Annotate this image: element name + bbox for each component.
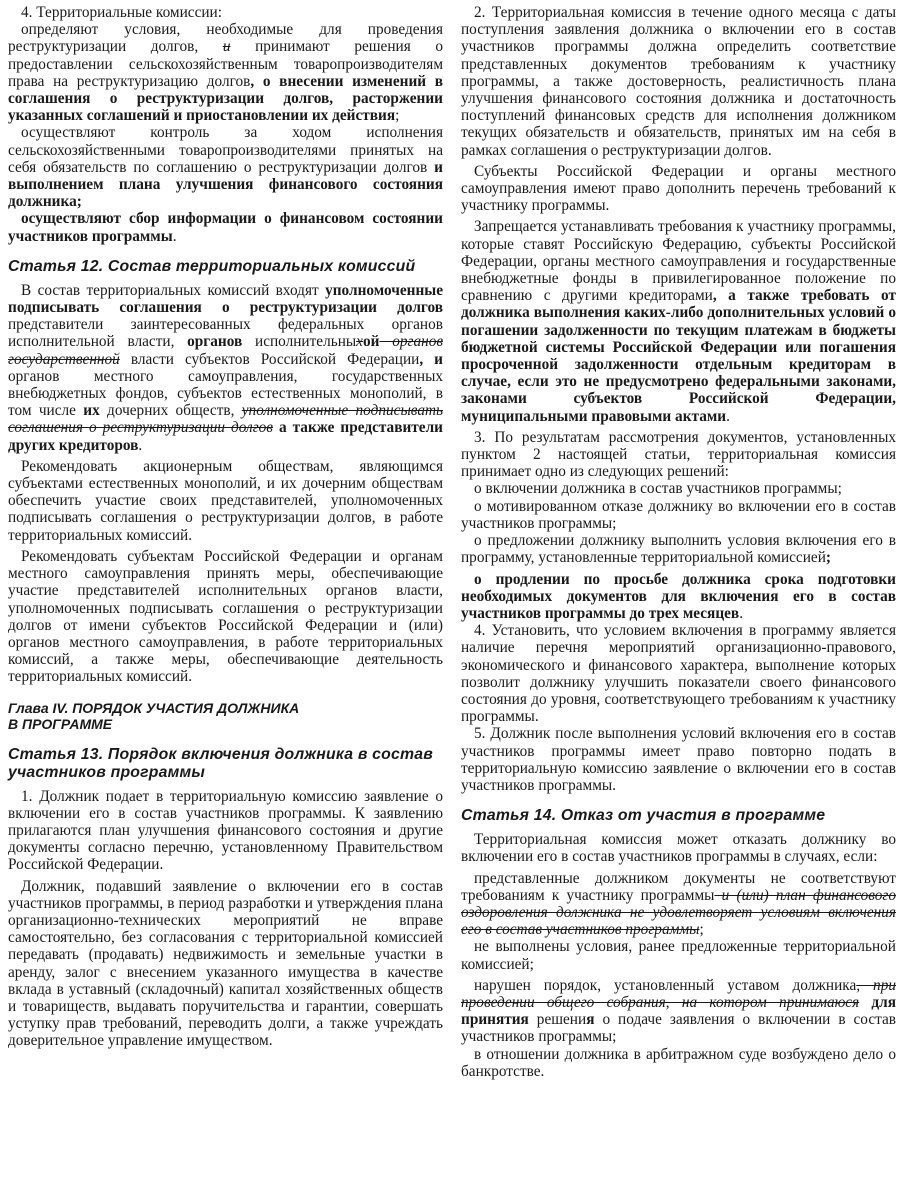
paragraph: Рекомендовать субъектам Российской Федерации и органам местного самоуправления принять меры, обеспечивающие участие представителей исполнительных органов власти, уполномоченных подписывать соглашения о реструктуризации долгов от имени субъектов Российской Федерации и (или) органов местного самоуправления, в работе территориальных комиссий, а также меры, обеспечивающие деятельность территориальных комиссий. — [8, 547, 443, 686]
chapter-4-heading-line: В ПРОГРАММЕ — [8, 716, 113, 733]
text: осуществляют контроль за ходом исполнения сельскохозяйственными товаропроизводителями принятых на себя обязательств по соглашению о реструктуризации долгов — [8, 124, 443, 176]
bold-text: , о внесении изменений в соглашения о реструктуризации долгов, расторжении указанных соглашений и приостановлении их действия — [8, 72, 443, 125]
paragraph — [461, 977, 896, 1046]
article-12-heading: Статья 12. Состав территориальных комиссий — [8, 257, 416, 275]
paragraph — [8, 4, 443, 21]
bold-text: для принятия — [461, 993, 897, 1029]
text: . — [172, 227, 177, 245]
paragraph: в отношении должника в арбитражном суде возбуждено дело о банкротстве. — [461, 1045, 896, 1080]
text: ; — [395, 107, 400, 125]
text: дочерних обществ, — [99, 402, 242, 420]
bold-text: осуществляют сбор информации о финансовом состоянии участников программы — [8, 210, 443, 245]
text: власти субъектов Российской Федерации — [119, 350, 420, 368]
article-14-heading: Статья 14. Отказ от участия в программе — [461, 807, 826, 825]
text: представители заинтересованных федеральных органов исполнительной власти, — [8, 316, 443, 351]
bold-text: , и — [419, 350, 443, 368]
paragraph: о включении должника в состав участников программы; — [474, 480, 842, 498]
struck-text: и — [222, 38, 231, 56]
bold-text: их — [83, 402, 100, 420]
struck-text: х — [356, 333, 363, 351]
text: определяют условия, необходимые для проведения реструктуризации долгов, — [8, 21, 443, 56]
text: . — [138, 436, 143, 454]
struck-text: уполномоченные подписывать соглашения о реструктуризации долгов — [8, 402, 443, 437]
article-13-heading-line: Статья 13. Порядок включения должника в состав — [8, 745, 433, 763]
paragraph — [8, 210, 443, 244]
bold-text: ; — [825, 549, 831, 567]
struck-text: и (или) план финансового оздоровления должника не удовлетворяет условиям включения его в состав участников программы — [461, 886, 896, 939]
bold-text: о продлении по просьбе должника срока подготовки необходимых документов для включения его в состав участников программы до трех месяцев — [461, 570, 896, 622]
text: нарушен порядок, установленный уставом должника — [474, 976, 857, 994]
paragraph — [8, 282, 443, 454]
text: органов местного самоуправления, государственных внебюджетных фондов, субъектов естественных монополий, в том числе — [8, 367, 443, 420]
bold-text: а также представители других кредиторов — [8, 419, 443, 454]
chapter-4-heading — [8, 700, 443, 733]
text: принимают решения о предоставлении сельскохозяйственным товаропроизводителям права на реструктуризацию долгов — [8, 38, 443, 90]
text: решени — [528, 1011, 587, 1029]
paragraph: 1. Должник подает в территориальную комиссию заявление о включении его в состав участников программы. К заявлению прилагаются план улучшения финансового состояния и другие документы согласно перечню, установленному Правительством Российской Федерации. — [8, 787, 443, 874]
right-column — [461, 4, 896, 1195]
paragraph: Рекомендовать акционерным обществам, являющимся субъектами естественных монополий, и их дочерним обществам обеспечить участие своих представителей, уполномоченных подписывать соглашения о реструктуризации долгов, в работе территориальных комиссий. — [8, 457, 443, 544]
paragraph — [8, 124, 443, 210]
paragraph — [8, 21, 443, 124]
bold-text: органов — [187, 333, 243, 351]
article-13-heading — [8, 746, 443, 782]
paragraph: 4. Установить, что условием включения в программу является наличие перечня мероприятий организационно-правового, экономического и финансового характера, выполнение которых позволит должнику улучшить показатели своего финансового состояния до уровня, соответствующего требованиям к участнику программы. — [461, 622, 896, 726]
text: В состав территориальных комиссий входят — [21, 281, 326, 299]
item-4-heading: 4. Территориальные комиссии: — [21, 4, 222, 21]
paragraph — [461, 532, 896, 566]
paragraph — [461, 218, 896, 424]
paragraph: 3. По результатам рассмотрения документов, установленных пунктом 2 настоящей статьи, территориальная комиссия принимает одно из следующих решений: — [461, 428, 896, 481]
bold-text: и выполнением плана улучшения финансового состояния должника; — [8, 158, 443, 211]
paragraph: о мотивированном отказе должнику во включении его в состав участников программы; — [461, 497, 896, 532]
paragraph — [461, 870, 896, 939]
paragraph: 5. Должник после выполнения условий включения его в состав участников программы имеет право повторно подать в территориальную комиссию заявление о включении его в состав участников программы. — [461, 725, 896, 794]
text: о предложении должнику выполнить условия включения его в программу, установленные территориальной комиссией — [461, 532, 896, 567]
paragraph: 2. Территориальная комиссия в течение одного месяца с даты поступления заявления должника о включении его в состав участников программы должна определить соответствие представленных документов требованиям к участнику программы, а также достоверность, реалистичность плана улучшения финансового состояния должника и достаточность поступлений финансовых средств для исполнения должником текущих обязательств и обязательств, принятых им на себя в рамках соглашения о реструктуризации долгов. — [461, 4, 896, 159]
paragraph: Территориальная комиссия может отказать должнику во включении его в состав участников программы в случаях, если: — [461, 831, 896, 866]
paragraph: Субъекты Российской Федерации и органы местного самоуправления имеют право дополнить перечень требований к участнику программы. — [461, 162, 896, 215]
text: представленные должником документы не соответствуют требованиям к участнику программы — [461, 869, 896, 904]
article-13-heading-line: участников программы — [8, 763, 206, 781]
paragraph: не выполнены условия, ранее предложенные территориальной комиссией; — [461, 938, 896, 973]
bold-text: уполномоченные подписывать соглашения о реструктуризации долгов — [8, 281, 443, 317]
text: . — [739, 604, 744, 622]
left-column — [8, 4, 443, 1195]
text: Запрещается устанавливать требования к участнику программы, которые ставят Российскую Федерацию, субъекты Российской Федерации, органы местного самоуправления и государственные внебюджетные фонды в привилегированное положение по сравнению с другими кредиторами — [461, 218, 896, 305]
struck-text: , при проведении общего собрания, на котором принимаюся — [461, 976, 897, 1011]
paragraph — [461, 571, 896, 623]
text: исполнительны — [242, 333, 357, 351]
text: о подаче заявления о включении в состав участников программы; — [461, 1011, 897, 1046]
paragraph: Должник, подавший заявление о включении его в состав участников программы, в период разработки и утверждения плана организационно-технических мероприятий не вправе самостоятельно, без согласования с территориальной комиссией передавать (продавать) недвижимость и земельные участки в аренду, залог с внесением указанного имущества в качестве вклада в уставный (складочный) капитал хозяйственных обществ и товариществ, выдавать поручительства и гарантии, совершать уступку прав требований, переводить долги, а также учреждать доверительное управление имуществом. — [8, 877, 443, 1050]
bold-text: , а также требовать от должника выполнения каких-либо дополнительных условий о погашении задолженности по текущим платежам в бюджеты бюджетной системы Российской Федерации или погашения просроченной задолженности отдельным кредиторам в случае, если это не предусмотрено федеральными законами, законами субъектов Российской Федерации, муниципальными правовыми актами — [461, 287, 896, 425]
struck-text: органов государственной — [8, 333, 443, 368]
chapter-4-heading-line: Глава IV. ПОРЯДОК УЧАСТИЯ ДОЛЖНИКА — [8, 699, 300, 716]
text: ; — [699, 921, 704, 939]
text: . — [726, 407, 730, 425]
bold-text: ой — [362, 333, 380, 351]
bold-text: я — [586, 1011, 595, 1029]
